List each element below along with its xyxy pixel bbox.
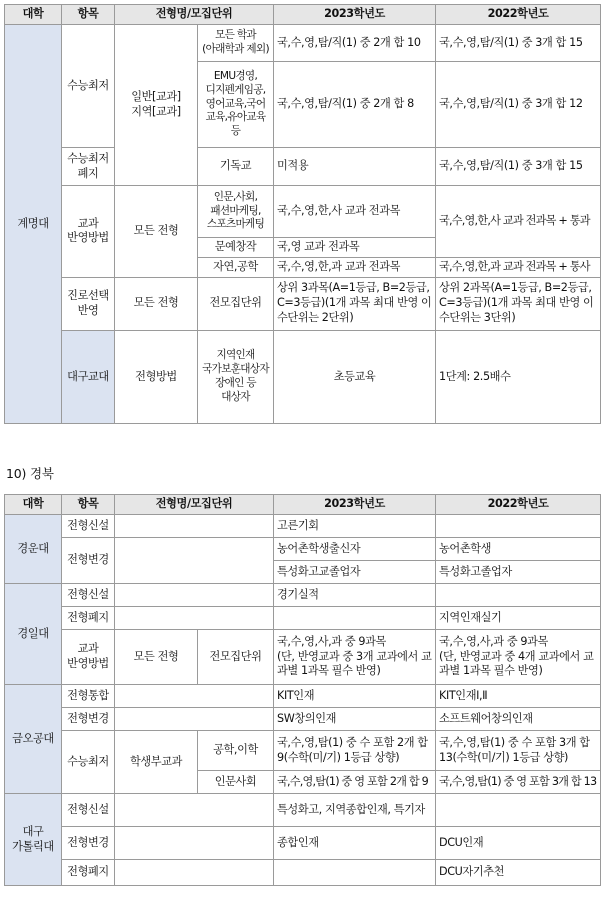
cell-2023: 상위 3과목(A=1등급, B=2등급, C=3등급)(1개 과목 최대 반영 이수단위는 2단위) bbox=[274, 277, 436, 330]
table-row bbox=[5, 685, 601, 708]
table-row bbox=[5, 584, 601, 607]
header-unit: 전형명/모집단위 bbox=[115, 5, 274, 25]
cell-2023: 미적용 bbox=[274, 148, 436, 186]
cell-2023 bbox=[274, 860, 436, 886]
item-label: 전형폐지 bbox=[62, 860, 115, 886]
unit-label: 문예창작 bbox=[198, 238, 274, 258]
cell-2022: 국,수,영,탐/직(1) 중 3개 합 15 bbox=[436, 148, 601, 186]
unit-label bbox=[115, 515, 274, 538]
table-row bbox=[5, 186, 601, 238]
cell-2022 bbox=[436, 584, 601, 607]
cell-2022: 소프트웨어창의인재 bbox=[436, 708, 601, 731]
unit-label: 전모집단위 bbox=[198, 277, 274, 330]
unit-label: 모든 학과 (아래학과 제외) bbox=[198, 25, 274, 62]
cell-2023: 국,영 교과 전과목 bbox=[274, 238, 436, 258]
cell-2023: 국,수,영,한,사 교과 전과목 bbox=[274, 186, 436, 238]
cell-2023: 국,수,영,탐/직(1) 중 2개 합 10 bbox=[274, 25, 436, 62]
table-row bbox=[5, 607, 601, 630]
cell-2023: 경기실적 bbox=[274, 584, 436, 607]
section-heading: 10) 경북 bbox=[6, 466, 54, 481]
cell-2022: 국,수,영,탐/직(1) 중 3개 합 15 bbox=[436, 25, 601, 62]
item-label: 교과 반영방법 bbox=[62, 186, 115, 278]
table-row bbox=[5, 731, 601, 771]
table-row bbox=[5, 794, 601, 827]
unit-label: 전모집단위 bbox=[198, 630, 274, 685]
university-name: 경운대 bbox=[5, 515, 62, 584]
unit-label bbox=[115, 584, 274, 607]
item-label: 전형신설 bbox=[62, 515, 115, 538]
header-item: 항목 bbox=[62, 495, 115, 515]
admission-type: 일반[교과] 지역[교과] bbox=[115, 25, 198, 186]
university-name: 금오공대 bbox=[5, 685, 62, 794]
cell-2023: 특성화고교졸업자 bbox=[274, 561, 436, 584]
cell-2023: 국,수,영,탐(1) 중 수 포함 2개 합 9(수학(미/기) 1등급 상향) bbox=[274, 731, 436, 771]
header-univ: 대학 bbox=[5, 5, 62, 25]
cell-2022: 농어촌학생 bbox=[436, 538, 601, 561]
item-label: 전형신설 bbox=[62, 794, 115, 827]
unit-label: 인문사회 bbox=[198, 771, 274, 794]
cell-2022 bbox=[436, 794, 601, 827]
cell-2023: SW창의인재 bbox=[274, 708, 436, 731]
unit-label: 기독교 bbox=[198, 148, 274, 186]
table-header-row bbox=[5, 495, 601, 515]
header-univ: 대학 bbox=[5, 495, 62, 515]
admission-type: 지역인재 국가보훈대상자 장애인 등 대상자 bbox=[198, 330, 274, 424]
cell-2023 bbox=[274, 607, 436, 630]
header-2023: 2023학년도 bbox=[274, 495, 436, 515]
university-name: 대구 가톨릭대 bbox=[5, 794, 62, 886]
unit-label bbox=[115, 794, 274, 827]
cell-2022: 특성화고졸업자 bbox=[436, 561, 601, 584]
university-name: 대구교대 bbox=[62, 330, 115, 424]
university-name: 경일대 bbox=[5, 584, 62, 685]
table-row bbox=[5, 827, 601, 860]
table-row bbox=[5, 148, 601, 186]
unit-label bbox=[115, 685, 274, 708]
table-row bbox=[5, 538, 601, 561]
cell-2023: 국,수,영,한,과 교과 전과목 bbox=[274, 257, 436, 277]
table-row bbox=[5, 330, 601, 424]
admission-type: 모든 전형 bbox=[115, 186, 198, 278]
item-label: 진로선택 반영 bbox=[62, 277, 115, 330]
item-label: 전형변경 bbox=[62, 538, 115, 584]
unit-label: 인문,사회, 패션마케팅, 스포츠마케팅 bbox=[198, 186, 274, 238]
item-label: 전형통합 bbox=[62, 685, 115, 708]
item-label: 수능최저 폐지 bbox=[62, 148, 115, 186]
item-label: 교과 반영방법 bbox=[62, 630, 115, 685]
table-row bbox=[5, 708, 601, 731]
cell-2023: 국,수,영,탐/직(1) 중 2개 합 8 bbox=[274, 62, 436, 148]
cell-2023: 1단계: 2.5배수 bbox=[436, 330, 601, 424]
unit-label bbox=[115, 708, 274, 731]
cell-2023: 국,수,영,탐(1) 중 영 포함 2개 합 9 bbox=[274, 771, 436, 794]
admission-changes-table-gyeongbuk bbox=[4, 494, 601, 886]
cell-2023: 종합인재 bbox=[274, 827, 436, 860]
unit-label: EMU경영, 디지펜게임공, 영어교육,국어 교육,유아교육 등 bbox=[198, 62, 274, 148]
header-unit: 전형명/모집단위 bbox=[115, 495, 274, 515]
unit-label bbox=[115, 827, 274, 860]
item-label: 수능최저 bbox=[62, 25, 115, 148]
table-row bbox=[5, 630, 601, 685]
cell-2022: 상위 2과목(A=1등급, B=2등급, C=3등급)(1개 과목 최대 반영 이수단위는 3단위) bbox=[436, 277, 601, 330]
cell-2023: 국,수,영,사,과 중 9과목 (단, 반영교과 중 3개 교과에서 교과별 1과목 필수 반영) bbox=[274, 630, 436, 685]
cell-2022: 국,수,영,탐(1) 중 수 포함 3개 합 13(수학(미/기) 1등급 상향) bbox=[436, 731, 601, 771]
university-name: 계명대 bbox=[5, 25, 62, 424]
cell-2022: 지역인재실기 bbox=[436, 607, 601, 630]
cell-2022: DCU인재 bbox=[436, 827, 601, 860]
unit-label bbox=[115, 607, 274, 630]
cell-2022: 국,수,영,한,과 교과 전과목 + 통사 bbox=[436, 257, 601, 277]
table-header-row bbox=[5, 5, 601, 25]
admission-changes-table-daegu bbox=[4, 4, 601, 424]
cell-2023: 특성화고, 지역종합인재, 특기자 bbox=[274, 794, 436, 827]
cell-2023: 농어촌학생출신자 bbox=[274, 538, 436, 561]
header-2022: 2022학년도 bbox=[436, 495, 601, 515]
cell-2022: DCU자기추천 bbox=[436, 860, 601, 886]
header-2022: 2022학년도 bbox=[436, 5, 601, 25]
cell-2022 bbox=[436, 515, 601, 538]
cell-2022: KIT인재Ⅰ,Ⅱ bbox=[436, 685, 601, 708]
item-label: 전형변경 bbox=[62, 708, 115, 731]
header-item: 항목 bbox=[62, 5, 115, 25]
table-row bbox=[5, 25, 601, 62]
cell-2022: 국,수,영,한,사 교과 전과목 + 통과 bbox=[436, 186, 601, 258]
item-label: 전형변경 bbox=[62, 827, 115, 860]
cell-2023: KIT인재 bbox=[274, 685, 436, 708]
item-label: 전형신설 bbox=[62, 584, 115, 607]
header-2023: 2023학년도 bbox=[274, 5, 436, 25]
admission-type: 모든 전형 bbox=[115, 630, 198, 685]
admission-type: 모든 전형 bbox=[115, 277, 198, 330]
table-row bbox=[5, 277, 601, 330]
table-row bbox=[5, 860, 601, 886]
unit-label bbox=[115, 538, 274, 584]
table-row bbox=[5, 515, 601, 538]
unit-label: 공학,이학 bbox=[198, 731, 274, 771]
cell-2022: 국,수,영,탐/직(1) 중 3개 합 12 bbox=[436, 62, 601, 148]
cell-2023: 고른기회 bbox=[274, 515, 436, 538]
cell-2022: 국,수,영,탐(1) 중 영 포함 3개 합 13 bbox=[436, 771, 601, 794]
item-label: 전형폐지 bbox=[62, 607, 115, 630]
item-label: 수능최저 bbox=[62, 731, 115, 794]
unit-label: 자연,공학 bbox=[198, 257, 274, 277]
unit-label bbox=[115, 860, 274, 886]
admission-type: 학생부교과 bbox=[115, 731, 198, 794]
item-label: 전형방법 bbox=[115, 330, 198, 424]
cell-2022: 국,수,영,사,과 중 9과목 (단, 반영교과 중 4개 교과에서 교과별 1과목 필수 반영) bbox=[436, 630, 601, 685]
unit-label: 초등교육 bbox=[274, 330, 436, 424]
